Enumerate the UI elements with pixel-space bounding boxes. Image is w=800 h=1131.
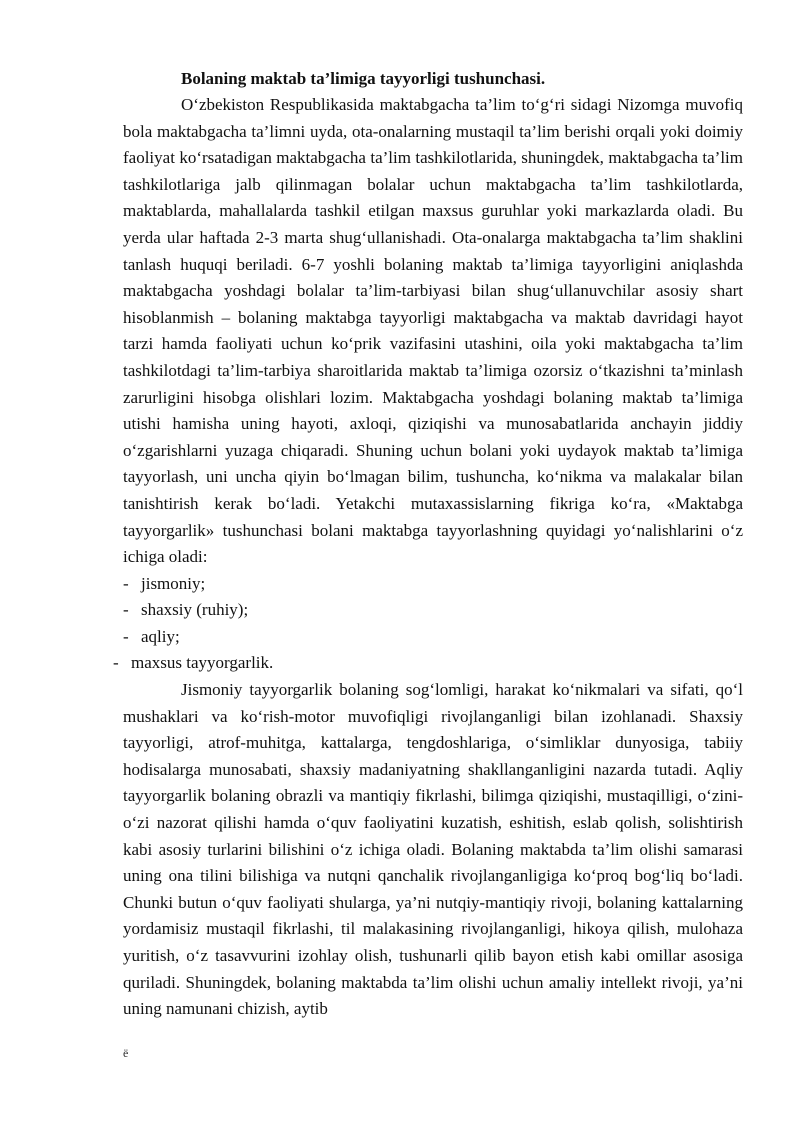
paragraph-intro: O‘zbekiston Respublikasida maktabgacha ta’lim to‘g‘ri sidagi Nizomga muvofiq bola maktabgacha ta’limni uyda, ota-onalarning mustaqil ta’lim berishi orqali yoki doimiy faoliyat ko‘rsatadigan maktabgacha ta’lim tashkilotlarida, shuningdek, maktabgacha ta’lim tashkilotlariga jalb qilinmagan bolalar uchun maktabgacha ta’lim tashkilotlarda, maktablarda, mahallalarda tashkil etilgan maxsus guruhlar yoki markazlarda oladi. Bu yerda ular haftada 2-3 marta shug‘ullanishadi. Ota-onalarga maktabgacha ta’lim shaklini tanlash huquqi beriladi. 6-7 yoshli bolaning maktab ta’limiga tayyorligini aniqlashda maktabgacha yoshdagi bolalar ta’lim-tarbiyasi bilan shug‘ullanuvchilar asosiy shart hisoblanmish – bolaning maktabga tayyorligi maktabgacha va maktab davridagi hayot tarzi hamda faoliyati uchun ko‘prik vazifasini utashini, oila yoki maktabgacha ta’lim tashkilotdagi ta’lim-tarbiya sharoitlarida maktab ta’limiga ozorsiz o‘tkazishni ta’minlash zarurligini hisobga olishlari lozim. Maktabgacha yoshdagi bolaning maktab ta’limiga utishi hamisha uning hayoti, axloqi, qiziqishi va munosabatlarida anchayin jiddiy o‘zgarishlarni yuzaga chiqaradi. Shuning uchun bolani yoki uydayok maktab ta’limiga tayyorlash, uni uncha qiyin bo‘lmagan bilim, tushuncha, ko‘nikma va malakalar bilan tanishtirish kerak bo‘ladi. Yetakchi mutaxassislarning fikriga ko‘ra, «Maktabga tayyorgarlik» tushunchasi bolani maktabga tayyorlashning quyidagi yo‘nalishlarini o‘z ichiga oladi: <box>123 95 743 567</box>
list-item <box>113 650 743 677</box>
list-item <box>123 624 743 651</box>
list-item <box>123 571 743 598</box>
list-dash: - <box>113 653 119 673</box>
footer-mark: ё <box>123 1046 129 1060</box>
readiness-list <box>113 571 743 677</box>
list-item-text: maxsus tayyorgarlik. <box>131 653 274 673</box>
list-dash: - <box>123 573 129 593</box>
paragraph-readiness-types: Jismoniy tayyorgarlik bolaning sog‘lomligi, harakat ko‘nikmalari va sifati, qo‘l mushaklari va ko‘rish-motor muvofiqligi rivojlanganligi bilan izohlanadi. Shaxsiy tayyorligi, atrof-muhitga, kattalarga, tengdoshlariga, o‘simliklar dunyosiga, tabiiy hodisalarga munosabati, shaxsiy madaniyatning shakllanganligini nazarda tutadi. Aqliy tayyorgarlik bolaning obrazli va mantiqiy fikrlashi, bilimga qiziqishi, mustaqilligi, o‘zini-o‘zi nazorat qilishi hamda o‘quv faoliyatini kuzatish, eshitish, eslab qolish, solishtirish kabi asosiy turlarini bilishini o‘z ichiga oladi. Bolaning maktabda ta’lim olishi samarasi uning ona tilini bilishiga va nutqni qanchalik rivojlanganligiga ko‘proq bog‘liq bo‘ladi. Chunki butun o‘quv faoliyati shularga, ya’ni nutqiy-mantiqiy rivoji, bolaning kattalarning yordamisiz mustaqil fikrlashi, til malakasining rivojlanganligi, hikoya qilish, mulohaza yuritish, o‘z tasavvurini izohlay olish, tushunarli qilib bayon etish kabi omillar asosiga quriladi. Shuningdek, bolaning maktabda ta’lim olishi uchun amaliy intellekt rivoji, ya’ni uning namunani chizish, aytib <box>123 680 743 1019</box>
list-item-text: shaxsiy (ruhiy); <box>141 600 249 620</box>
document-page <box>113 66 743 1023</box>
list-item-text: jismoniy; <box>141 573 206 593</box>
list-dash: - <box>123 600 129 620</box>
list-item <box>123 597 743 624</box>
document-title: Bolaning maktab ta’limiga tayyorligi tushunchasi. <box>181 69 546 88</box>
list-dash: - <box>123 626 129 646</box>
list-item-text: aqliy; <box>141 626 180 646</box>
